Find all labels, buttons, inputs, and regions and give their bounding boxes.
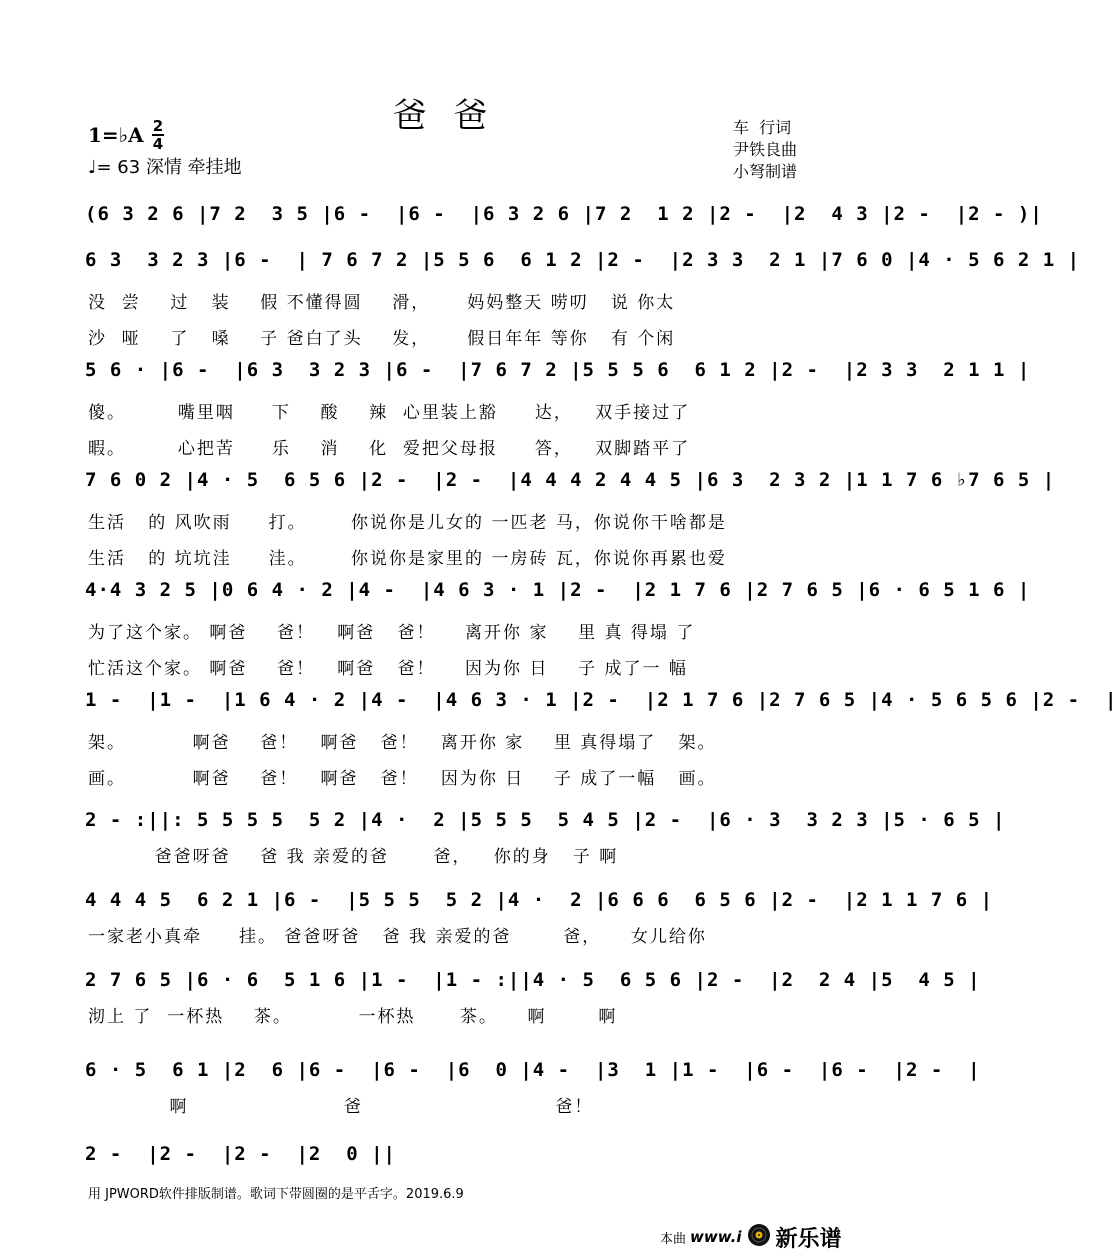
notation-row: 2 - :||: 5 5 5 5 5 2 |4 · 2 |5 5 5 5 4 5 |2 - |6 · 3 3 2 3 |5 · 6 5 | <box>85 809 1006 831</box>
watermark-url: www.i <box>690 1228 742 1246</box>
watermark <box>660 1224 880 1250</box>
lyric-line: 一家老小真牵 挂。 爸爸呀爸 爸 我 亲爱的爸 爸， 女儿给你 <box>88 927 707 947</box>
lyric-line: 架。 啊爸 爸！ 啊爸 爸！ 离开你 家 里 真得塌了 架。 <box>88 733 717 753</box>
notation-row: 2 - |2 - |2 - |2 0 || <box>85 1143 396 1165</box>
footer-note: 用 JPWORD软件排版制谱。歌词下带圆圈的是平舌字。2019.6.9 <box>88 1187 464 1202</box>
lyric-line: 啊 爸 爸！ <box>88 1097 594 1117</box>
key-signature: 1=♭A <box>88 123 144 147</box>
notation-row: 4 4 4 5 6 2 1 |6 - |5 5 5 5 2 |4 · 2 |6 6 6 6 5 6 |2 - |2 1 1 7 6 | <box>85 889 994 911</box>
lyric-line: 暇。 心把苦 乐 消 化 爱把父母报 答， 双脚踏平了 <box>88 439 691 459</box>
watermark-brand: 新乐谱 <box>775 1226 842 1252</box>
time-signature <box>152 118 164 152</box>
tempo-marking: ♩= 63 深情 牵挂地 <box>88 157 242 178</box>
notation-row: 4·4 3 2 5 |0 6 4 · 2 |4 - |4 6 3 · 1 |2 - |2 1 7 6 |2 7 6 5 |6 · 6 5 1 6 | <box>85 579 1031 601</box>
time-signature-bottom: 4 <box>152 135 164 153</box>
lyric-line: 忙活这个家。 啊爸 爸！ 啊爸 爸！ 因为你 日 子 成了一 幅 <box>88 659 688 679</box>
notation-row: 2 7 6 5 |6 · 6 5 1 6 |1 - |1 - :||4 · 5 6 5 6 |2 - |2 2 4 |5 4 5 | <box>85 969 981 991</box>
arranger-credit: 小弩制谱 <box>733 162 798 181</box>
notation-row: (6 3 2 6 |7 2 3 5 |6 - |6 - |6 3 2 6 |7 2 1 2 |2 - |2 4 3 |2 - |2 - )| <box>85 203 1043 225</box>
lyric-line: 沏上 了 一杯热 茶。 一杯热 茶。 啊 啊 <box>88 1007 618 1027</box>
composer-credit: 尹铁良曲 <box>733 140 798 159</box>
time-signature-top: 2 <box>152 117 164 135</box>
notation-row: 1 - |1 - |1 6 4 · 2 |4 - |4 6 3 · 1 |2 - |2 1 7 6 |2 7 6 5 |4 · 5 6 5 6 |2 - | <box>85 689 1117 711</box>
lyric-line: 为了这个家。 啊爸 爸！ 啊爸 爸！ 离开你 家 里 真 得塌 了 <box>88 623 696 643</box>
notation-row: 7 6 0 2 |4 · 5 6 5 6 |2 - |2 - |4 4 4 2 4 4 5 |6 3 2 3 2 |1 1 7 6 ♭7 6 5 | <box>85 469 1056 491</box>
song-title: 爸 爸 <box>392 96 496 136</box>
notation-row: 5 6 · |6 - |6 3 3 2 3 |6 - |7 6 7 2 |5 5 5 6 6 1 2 |2 - |2 3 3 2 1 1 | <box>85 359 1031 381</box>
lyric-line: 没 尝 过 装 假 不懂得圆 滑， 妈妈整天 唠叨 说 你太 <box>88 293 676 313</box>
credits <box>733 117 797 183</box>
watermark-prefix: 本曲 <box>660 1231 687 1247</box>
lyric-line: 生活 的 风吹雨 打。 你说你是儿女的 一匹老 马，你说你干啥都是 <box>88 513 727 533</box>
lyric-line: 画。 啊爸 爸！ 啊爸 爸！ 因为你 日 子 成了一幅 画。 <box>88 769 717 789</box>
vinyl-record-icon <box>747 1223 771 1251</box>
lyric-line: 沙 哑 了 嗓 子 爸白了头 发， 假日年年 等你 有 个闲 <box>88 329 676 349</box>
lyric-line: 生活 的 坑坑洼 洼。 你说你是家里的 一房砖 瓦，你说你再累也爱 <box>88 549 727 569</box>
lyric-line: 傻。 嘴里咽 下 酸 辣 心里装上豁 达， 双手接过了 <box>88 403 691 423</box>
notation-row: 6 3 3 2 3 |6 - | 7 6 7 2 |5 5 6 6 1 2 |2 - |2 3 3 2 1 |7 6 0 |4 · 5 6 2 1 | <box>85 249 1081 271</box>
notation-row: 6 · 5 6 1 |2 6 |6 - |6 - |6 0 |4 - |3 1 |1 - |6 - |6 - |2 - | <box>85 1059 981 1081</box>
lyricist-credit: 车 行词 <box>733 118 792 137</box>
lyric-line: 爸爸呀爸 爸 我 亲爱的爸 爸， 你的身 子 啊 <box>88 847 619 867</box>
